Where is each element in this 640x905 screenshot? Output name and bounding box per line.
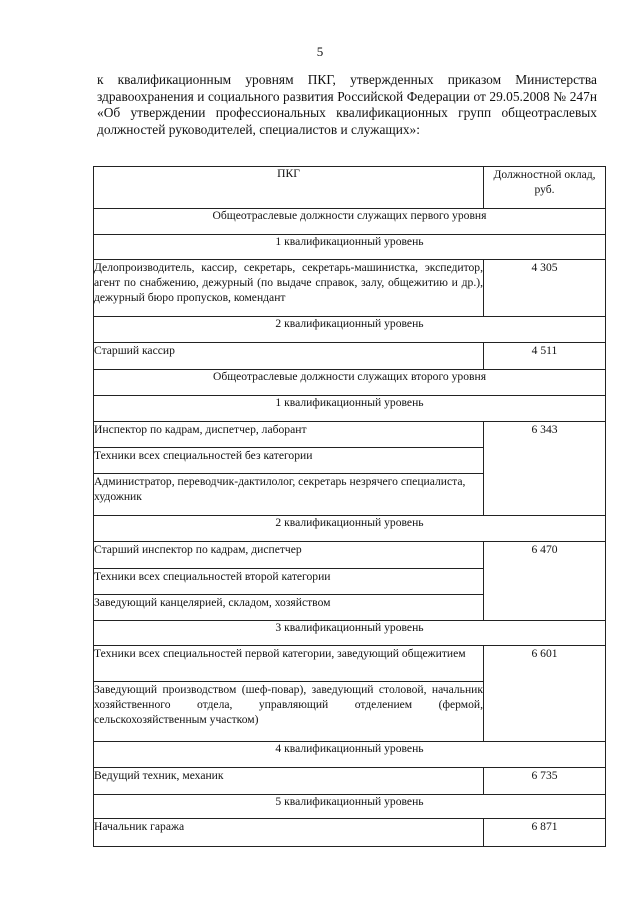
- group2-level4-label: 4 квалификационный уровень: [94, 742, 606, 768]
- level-row: [94, 516, 606, 542]
- table-row: [94, 646, 606, 682]
- group2-level1-label: 1 квалификационный уровень: [94, 396, 606, 422]
- salary-cell: 6 343: [484, 422, 606, 516]
- position-cell: Техники всех специальностей второй категории: [94, 569, 484, 595]
- salary-cell: 6 601: [484, 646, 606, 742]
- position-cell: Инспектор по кадрам, диспетчер, лаборант: [94, 422, 484, 448]
- position-cell: Заведующий канцелярией, складом, хозяйством: [94, 595, 484, 621]
- position-cell: Начальник гаража: [94, 819, 484, 847]
- table-row: [94, 542, 606, 569]
- table-row: [94, 422, 606, 448]
- level-row: [94, 396, 606, 422]
- section-row: [94, 209, 606, 235]
- page-number: 5: [316, 44, 324, 59]
- salary-cell: 4 305: [484, 260, 606, 317]
- intro-paragraph: к квалификационным уровням ПКГ, утвержденных приказом Министерства здравоохранения и социального развития Российской Федерации от 29.05.2008 № 247н «Об утверждении профессиональных квалификационных групп общеотраслевых должностей руководителей, специалистов и служащих»:: [97, 72, 597, 137]
- position-cell: Заведующий производством (шеф-повар), заведующий столовой, начальник хозяйственного отдела, управляющий отделением (фермой, сельскохозяйственным участком): [94, 682, 484, 742]
- position-cell: Ведущий техник, механик: [94, 768, 484, 795]
- section-row: [94, 370, 606, 396]
- level-row: [94, 621, 606, 646]
- level-row: [94, 795, 606, 819]
- salary-cell: 6 871: [484, 819, 606, 847]
- table-row: [94, 343, 606, 370]
- group1-level1-label: 1 квалификационный уровень: [94, 235, 606, 260]
- table-header-row: [94, 167, 606, 209]
- group2-level3-label: 3 квалификационный уровень: [94, 621, 606, 646]
- table-row: [94, 768, 606, 795]
- table-row: [94, 819, 606, 847]
- position-cell: Администратор, переводчик-дактилолог, секретарь незрячего специалиста, художник: [94, 474, 484, 516]
- level-row: [94, 235, 606, 260]
- salary-cell: 6 470: [484, 542, 606, 621]
- group1-level2-label: 2 квалификационный уровень: [94, 317, 606, 343]
- position-cell: Старший инспектор по кадрам, диспетчер: [94, 542, 484, 569]
- group2-title: Общеотраслевые должности служащих второго уровня: [94, 370, 606, 396]
- salary-cell: 4 511: [484, 343, 606, 370]
- position-cell: Техники всех специальностей первой категории, заведующий общежитием: [94, 646, 484, 682]
- level-row: [94, 317, 606, 343]
- table-row: [94, 260, 606, 317]
- header-pkg: ПКГ: [94, 167, 484, 209]
- position-cell: Техники всех специальностей без категории: [94, 448, 484, 474]
- level-row: [94, 742, 606, 768]
- group2-level5-label: 5 квалификационный уровень: [94, 795, 606, 819]
- salary-cell: 6 735: [484, 768, 606, 795]
- position-cell: Старший кассир: [94, 343, 484, 370]
- header-salary: Должностной оклад, руб.: [484, 167, 606, 209]
- pkg-salary-table: [93, 166, 606, 847]
- group2-level2-label: 2 квалификационный уровень: [94, 516, 606, 542]
- position-cell: Делопроизводитель, кассир, секретарь, секретарь-машинистка, экспедитор, агент по снабжению, дежурный (по выдаче справок, залу, общежитию и др.), дежурный бюро пропусков, комендант: [94, 260, 484, 317]
- group1-title: Общеотраслевые должности служащих первого уровня: [94, 209, 606, 235]
